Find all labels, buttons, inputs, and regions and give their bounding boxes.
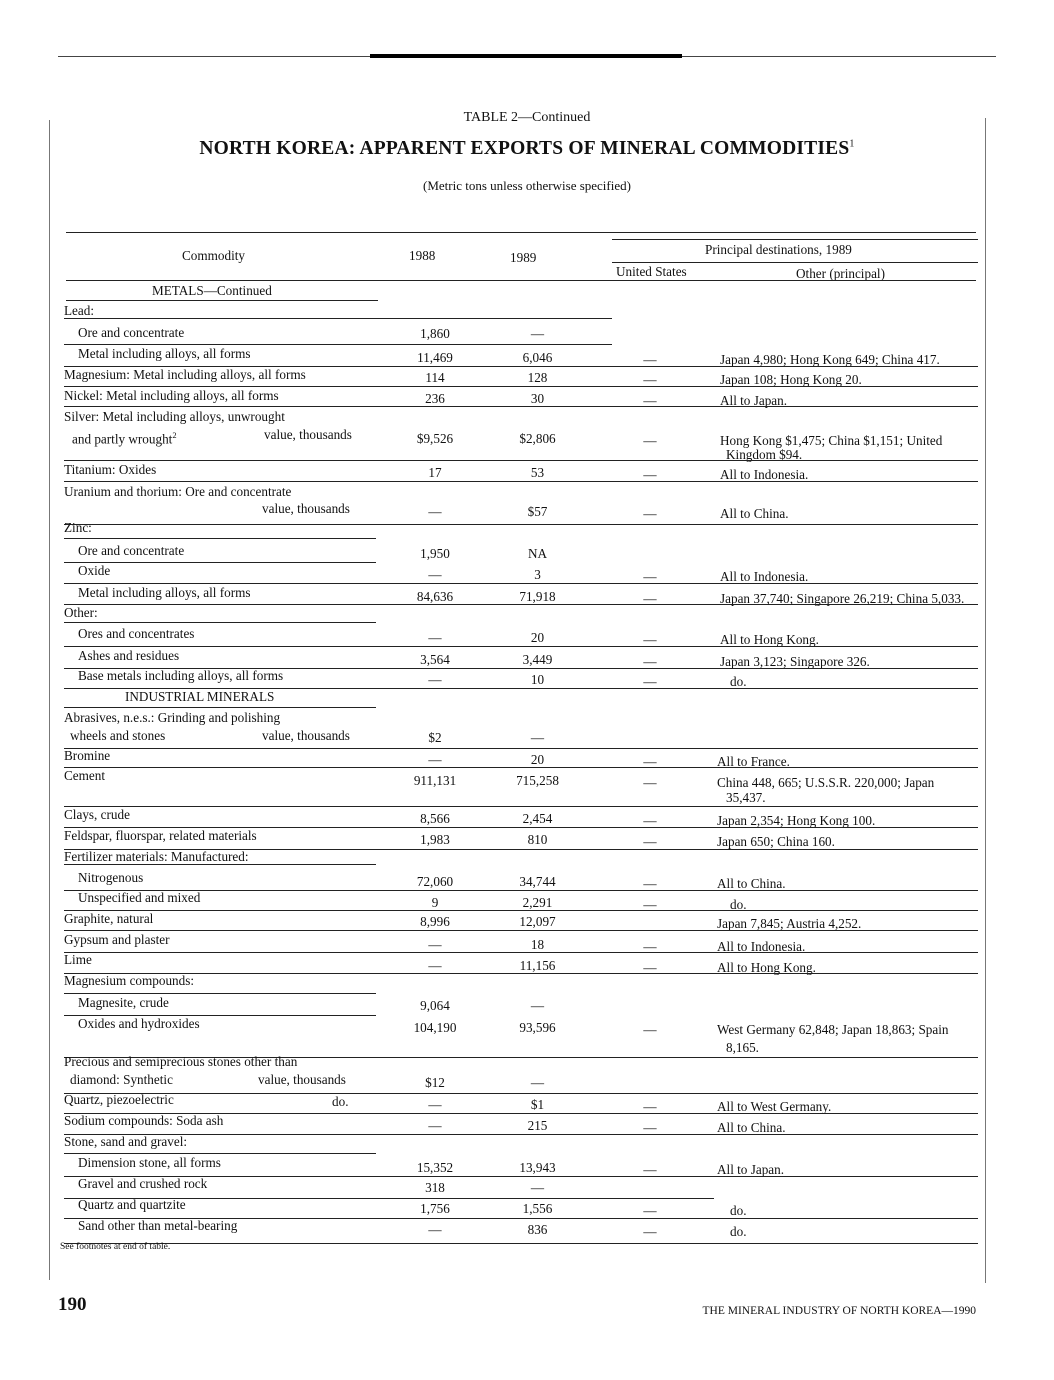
row-value-us: — (643, 1162, 657, 1177)
row-value-1989: 10 (530, 672, 545, 687)
row-value-us: — (643, 1224, 657, 1239)
row-rule (64, 318, 612, 319)
row-value-1989: 30 (530, 391, 545, 406)
row-unit: do. (332, 1094, 349, 1109)
row-value-1988: 1,983 (420, 832, 450, 847)
row-destinations-other: All to Hong Kong. (720, 632, 819, 647)
row-value-1989: 836 (527, 1222, 548, 1237)
row-commodity-label: Ore and concentrate (78, 325, 185, 340)
row-unit: value, thousands (262, 501, 350, 516)
row-value-us: — (643, 569, 657, 584)
section-industrial: INDUSTRIAL MINERALS (125, 689, 275, 704)
row-value-1988: 318 (425, 1180, 445, 1195)
row-value-1988: 15,352 (416, 1160, 454, 1175)
row-value-us: — (643, 372, 657, 387)
row-commodity-label: Nitrogenous (78, 870, 144, 885)
row-commodity-label: Unspecified and mixed (78, 890, 201, 905)
row-destinations-other: All to China. (717, 876, 786, 891)
row-rule (64, 806, 978, 807)
row-value-1988: — (428, 1222, 442, 1237)
footnote-mark: 2 (172, 430, 177, 440)
row-destinations-other-cont: 35,437. (726, 790, 766, 805)
row-rule (64, 386, 978, 387)
row-destinations-other: Hong Kong $1,475; China $1,151; United (720, 433, 943, 448)
row-destinations-other: Japan 108; Hong Kong 20. (720, 372, 862, 387)
row-commodity-label: Metal including alloys, all forms (78, 346, 251, 361)
row-value-1988: 114 (425, 370, 445, 385)
row-rule (64, 973, 978, 974)
row-rule (64, 952, 978, 953)
row-value-1989: 2,291 (522, 895, 553, 910)
row-rule (64, 460, 978, 461)
section-metals: METALS—Continued (152, 283, 272, 298)
row-commodity-label-cont (72, 427, 177, 447)
row-destinations-other: All to Indonesia. (720, 467, 809, 482)
row-value-1988: 17 (428, 465, 442, 480)
col-united-states-header: United States (616, 264, 687, 279)
row-destinations-other: Japan 650; China 160. (717, 834, 835, 849)
row-value-us: — (643, 1120, 657, 1135)
row-value-us: — (643, 674, 657, 689)
row-rule (64, 767, 978, 768)
row-destinations-other: Japan 4,980; Hong Kong 649; China 417. (720, 352, 940, 367)
row-commodity-label: Cement (64, 768, 106, 783)
row-commodity-label: Other: (64, 605, 98, 620)
row-value-us: — (643, 1203, 657, 1218)
row-destinations-other-cont: Kingdom $94. (726, 447, 803, 462)
row-rule (64, 707, 376, 708)
row-value-1988: 1,950 (420, 546, 450, 561)
row-value-us: — (643, 393, 657, 408)
row-value-1989: $2,806 (519, 431, 556, 446)
row-value-us: — (643, 775, 657, 790)
row-value-1989: 53 (530, 465, 545, 480)
row-value-us: — (643, 1099, 657, 1114)
row-value-1988: 104,190 (413, 1020, 457, 1035)
row-value-1988: — (428, 958, 442, 973)
row-value-us: — (643, 939, 657, 954)
row-commodity-label-cont-text: diamond: Synthetic (70, 1072, 173, 1087)
row-commodity-label-cont-text: and partly wrought (72, 431, 173, 447)
row-value-1989: 20 (530, 752, 545, 767)
row-rule (64, 583, 978, 584)
row-commodity-label-cont (70, 728, 165, 744)
row-commodity-label: Oxide (78, 563, 111, 578)
row-value-1989: 34,744 (519, 874, 556, 889)
row-value-1988: 9 (431, 895, 439, 910)
top-rule-bold (370, 54, 682, 58)
row-value-us: — (643, 654, 657, 669)
row-commodity-label: Gravel and crushed rock (78, 1176, 208, 1191)
units-note: (Metric tons unless otherwise specified) (423, 178, 631, 193)
destinations-sub-rule (612, 262, 978, 263)
row-commodity-label: Dimension stone, all forms (78, 1155, 221, 1170)
row-value-1988: 911,131 (413, 773, 457, 788)
row-commodity-label: Abrasives, n.e.s.: Grinding and polishing (64, 710, 281, 725)
row-value-us: — (643, 591, 657, 606)
row-commodity-label: Base metals including alloys, all forms (78, 668, 284, 683)
row-value-us: — (643, 876, 657, 891)
row-destinations-other-cont: 8,165. (726, 1040, 759, 1055)
row-rule (64, 910, 978, 911)
row-commodity-label: Zinc: (64, 520, 92, 535)
row-commodity-label: Clays, crude (64, 807, 130, 822)
row-value-1988: 3,564 (420, 652, 450, 667)
row-value-1989: — (530, 998, 545, 1013)
row-commodity-label: Nickel: Metal including alloys, all forms (64, 388, 279, 403)
row-commodity-label-cont-text: wheels and stones (70, 728, 166, 743)
row-commodity-label: Fertilizer materials: Manufactured: (64, 849, 249, 864)
row-value-1989: — (530, 1075, 545, 1090)
row-commodity-label: Lime (64, 952, 92, 967)
row-commodity-label: Sodium compounds: Soda ash (64, 1113, 224, 1128)
row-commodity-label: Quartz and quartzite (78, 1197, 186, 1212)
row-value-1988: — (428, 504, 442, 519)
row-value-1988: — (428, 1097, 442, 1112)
row-commodity-label: Ashes and residues (78, 648, 180, 663)
col-1989-header: 1989 (510, 250, 537, 265)
row-destinations-other: Japan 37,740; Singapore 26,219; China 5,033. (720, 591, 965, 606)
row-commodity-label: Ore and concentrate (78, 543, 185, 558)
row-destinations-other: All to France. (717, 754, 790, 769)
row-value-1988: — (428, 937, 442, 952)
row-commodity-label: Oxides and hydroxides (78, 1016, 200, 1031)
row-rule (64, 930, 978, 931)
row-value-1989: NA (527, 546, 548, 561)
row-commodity-label: Gypsum and plaster (64, 932, 170, 947)
header-bottom-rule (66, 280, 976, 281)
row-value-1988: 1,756 (420, 1201, 450, 1216)
row-destinations-other: Japan 2,354; Hong Kong 100. (717, 813, 876, 828)
row-value-1989: — (530, 1180, 545, 1195)
row-value-1989: $1 (530, 1097, 545, 1112)
row-value-1988: 8,566 (420, 811, 450, 826)
row-destinations-other: All to Japan. (717, 1162, 785, 1177)
row-unit: value, thousands (262, 728, 350, 743)
row-rule (64, 604, 978, 605)
table-label: TABLE 2—Continued (463, 110, 591, 125)
row-commodity-label: Lead: (64, 303, 95, 318)
row-destinations-other: All to Hong Kong. (717, 960, 816, 975)
row-value-us: — (643, 897, 657, 912)
row-commodity-label: Titanium: Oxides (64, 462, 157, 477)
right-margin-rule (985, 118, 986, 1283)
row-rule (64, 406, 978, 407)
left-margin-rule (49, 120, 50, 1280)
row-value-1989: 3,449 (522, 652, 553, 667)
row-value-us: — (643, 1022, 657, 1037)
row-rule (64, 481, 978, 482)
row-commodity-label: Stone, sand and gravel: (64, 1134, 188, 1149)
row-destinations-other: All to Japan. (720, 393, 788, 408)
row-commodity-label: Precious and semiprecious stones other than (64, 1054, 298, 1069)
row-destinations-other: All to Indonesia. (717, 939, 806, 954)
row-value-1988: — (428, 752, 442, 767)
row-value-1989: 2,454 (522, 811, 553, 826)
row-rule (64, 538, 376, 539)
row-value-1989: 3 (534, 567, 541, 582)
row-value-1989: 93,596 (519, 1020, 556, 1035)
row-destinations-other: do. (730, 897, 747, 912)
row-rule (64, 993, 376, 994)
col-commodity-header: Commodity (182, 248, 246, 263)
row-value-us: — (643, 754, 657, 769)
row-commodity-label: Silver: Metal including alloys, unwrought (64, 409, 285, 424)
row-value-us: — (643, 632, 657, 647)
col-other-header: Other (principal) (796, 266, 885, 281)
row-rule (64, 524, 978, 525)
row-value-1988: $2 (428, 730, 442, 745)
row-destinations-other: West Germany 62,848; Japan 18,863; Spain (717, 1022, 949, 1037)
row-value-1989: $57 (527, 504, 548, 519)
row-rule (64, 864, 376, 865)
row-value-us: — (643, 813, 657, 828)
row-destinations-other: Japan 3,123; Singapore 326. (720, 654, 870, 669)
row-value-1988: 8,996 (420, 914, 450, 929)
row-unit: value, thousands (258, 1072, 346, 1087)
row-rule (64, 562, 376, 563)
row-commodity-label: Magnesium compounds: (64, 973, 195, 988)
row-value-1989: 13,943 (519, 1160, 556, 1175)
row-rule (64, 646, 978, 647)
row-value-1989: 715,258 (516, 773, 559, 788)
row-rule (64, 890, 978, 891)
row-commodity-label: Feldspar, fluorspar, related materials (64, 828, 257, 843)
col-destinations-header: Principal destinations, 1989 (705, 242, 852, 257)
row-destinations-other: do. (730, 1203, 747, 1218)
row-commodity-label: Graphite, natural (64, 911, 154, 926)
row-value-1989: 18 (530, 937, 545, 952)
row-value-1989: 215 (527, 1118, 548, 1133)
row-value-1989: — (530, 326, 545, 341)
row-value-1988: $12 (425, 1075, 445, 1090)
row-value-us: — (643, 960, 657, 975)
row-rule (64, 344, 612, 345)
row-destinations-other: do. (730, 1224, 747, 1239)
row-commodity-label: Sand other than metal-bearing (78, 1218, 238, 1233)
row-value-1988: — (428, 630, 442, 645)
row-commodity-label: Metal including alloys, all forms (78, 585, 251, 600)
col-1988-header: 1988 (409, 248, 436, 263)
running-footer: THE MINERAL INDUSTRY OF NORTH KOREA—1990 (702, 1305, 976, 1317)
row-value-1989: 71,918 (519, 589, 556, 604)
row-value-1988: — (428, 672, 442, 687)
row-value-us: — (643, 834, 657, 849)
row-rule (64, 1153, 376, 1154)
row-rule (64, 1243, 978, 1244)
row-value-1988: 11,469 (417, 350, 453, 365)
row-value-us: — (643, 433, 657, 448)
page-number: 190 (58, 1294, 87, 1315)
row-value-1988: — (428, 567, 442, 582)
row-destinations-other: All to China. (720, 506, 789, 521)
row-commodity-label: Uranium and thorium: Ore and concentrate (64, 484, 292, 499)
row-value-1989: — (530, 730, 545, 745)
row-destinations-other: do. (730, 674, 747, 689)
row-destinations-other: All to West Germany. (717, 1099, 832, 1114)
row-commodity-label-cont (70, 1072, 173, 1088)
row-value-1989: 1,556 (522, 1201, 553, 1216)
header-top-rule (66, 232, 976, 233)
row-commodity-label: Magnesium: Metal including alloys, all forms (64, 367, 306, 382)
row-rule (64, 748, 978, 749)
row-destinations-other: All to Indonesia. (720, 569, 809, 584)
row-destinations-other: Japan 7,845; Austria 4,252. (717, 916, 862, 931)
row-value-1988: 1,860 (420, 326, 450, 341)
row-commodity-label: Ores and concentrates (78, 626, 195, 641)
row-unit: value, thousands (264, 427, 352, 442)
row-value-us: — (643, 506, 657, 521)
row-rule (64, 1093, 978, 1094)
row-value-us: — (643, 352, 657, 367)
title-footnote-mark: 1 (849, 138, 855, 150)
row-value-1988: $9,526 (416, 431, 454, 446)
row-rule (64, 1134, 978, 1135)
row-value-us: — (643, 467, 657, 482)
row-value-1989: 11,156 (519, 958, 556, 973)
row-destinations-other: All to China. (717, 1120, 786, 1135)
row-commodity-label: Bromine (64, 748, 111, 763)
row-value-1988: 9,064 (420, 998, 450, 1013)
row-rule (64, 622, 376, 623)
row-value-1988: — (428, 1118, 442, 1133)
row-value-1989: 6,046 (522, 350, 553, 365)
row-commodity-label: Magnesite, crude (78, 995, 169, 1010)
title-text: NORTH KOREA: APPARENT EXPORTS OF MINERAL COMMODITIES (199, 138, 850, 159)
row-value-1989: 810 (527, 832, 548, 847)
row-commodity-label: Quartz, piezoelectric (64, 1092, 174, 1107)
row-value-1988: 236 (425, 391, 445, 406)
row-value-1988: 72,060 (416, 874, 454, 889)
page-title (0, 138, 1054, 160)
row-value-1989: 12,097 (519, 914, 556, 929)
section-metals-rule (66, 300, 378, 301)
row-value-1989: 128 (527, 370, 548, 385)
row-value-1988: 84,636 (416, 589, 454, 604)
row-value-1989: 20 (530, 630, 545, 645)
table-footnote: See footnotes at end of table. (60, 1242, 171, 1252)
destinations-rule (612, 239, 978, 240)
row-destinations-other: China 448, 665; U.S.S.R. 220,000; Japan (717, 775, 935, 790)
